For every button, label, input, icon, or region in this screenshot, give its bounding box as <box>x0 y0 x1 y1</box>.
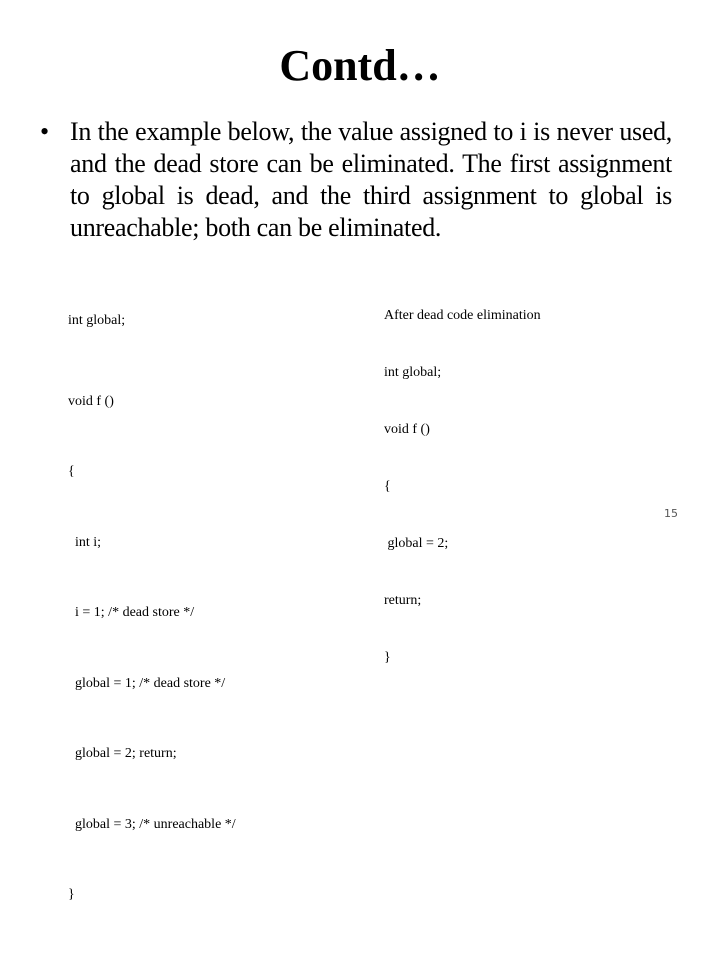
code-line: global = 2; <box>384 536 449 551</box>
code-after-heading: After dead code elimination <box>384 308 541 323</box>
code-line: { <box>68 464 75 479</box>
code-after <box>384 268 541 705</box>
code-line: void f () <box>384 422 430 437</box>
slide-title: Contd… <box>279 41 441 90</box>
code-line: } <box>68 887 75 902</box>
page-number: 15 <box>664 507 678 520</box>
code-line: i = 1; /* dead store */ <box>68 605 195 620</box>
code-line: { <box>384 479 391 494</box>
code-before <box>68 262 236 954</box>
code-line: } <box>384 650 391 665</box>
bullet-text: In the example below, the value assigned to i is never used, and the dead store can be eliminated. The first assignment to global is dead, and the third assignment to global is unreachable; both can be eliminated. <box>70 117 672 242</box>
code-line: int global; <box>384 365 442 380</box>
code-line: int i; <box>68 534 102 550</box>
code-line: global = 1; /* dead store */ <box>68 675 226 691</box>
code-line: int global; <box>68 313 126 328</box>
code-line: return; <box>384 593 422 608</box>
code-line: global = 2; return; <box>68 746 177 761</box>
bullet-marker: • <box>40 117 50 146</box>
code-line: void f () <box>68 393 114 409</box>
code-line: global = 3; /* unreachable */ <box>68 816 236 832</box>
